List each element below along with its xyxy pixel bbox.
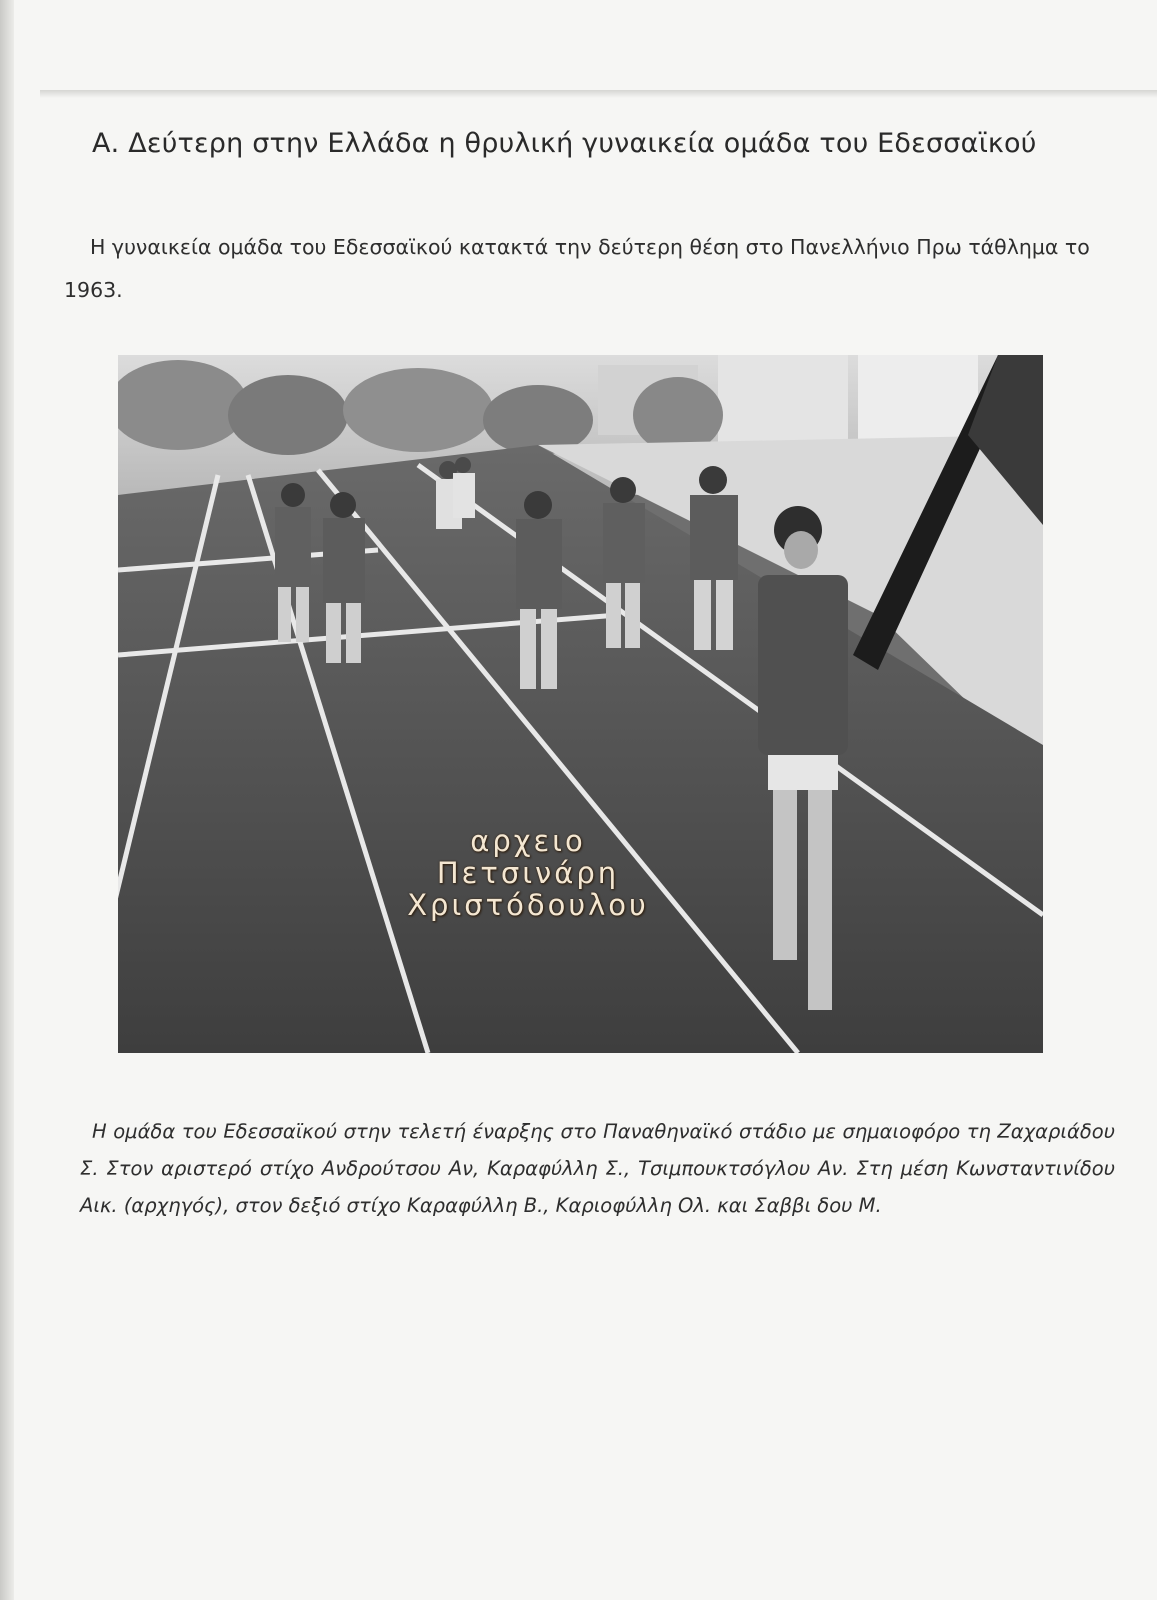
team-photo: [118, 355, 1043, 1053]
scan-shadow-band: [40, 90, 1157, 98]
archive-watermark: [348, 825, 708, 921]
photo-caption: Η ομάδα του Εδεσσαϊκού στην τελετή έναρξης στο Παναθηναϊκό στάδιο με σημαιοφόρο τη Ζαχαριάδου Σ. Στον αριστερό στίχο Ανδρούτσου Αν, Καραφύλλη Σ., Τσιμπουκτσόγλου Αν. Στη μέση Κωνσταντινίδου Αικ. (αρχηγός), στον δεξιό στίχο Καραφύλλη Β., Καριοφύλλη Ολ. και Σαββι δου Μ.: [80, 1120, 1115, 1217]
watermark-line: Χριστόδουλου: [407, 888, 649, 922]
scan-edge: [0, 0, 14, 1600]
section-heading: Α. Δεύτερη στην Ελλάδα η θρυλική γυναικεία ομάδα του Εδεσσαϊκού: [92, 128, 1037, 159]
intro-paragraph: Η γυναικεία ομάδα του Εδεσσαϊκού κατακτά την δεύτερη θέση στο Πανελλήνιο Πρω τάθλημα το 1963.: [64, 235, 1090, 302]
watermark-line: αρχειο: [470, 824, 586, 858]
watermark-line: Πετσινάρη: [436, 856, 620, 890]
photo-illustration: [118, 355, 1043, 1053]
